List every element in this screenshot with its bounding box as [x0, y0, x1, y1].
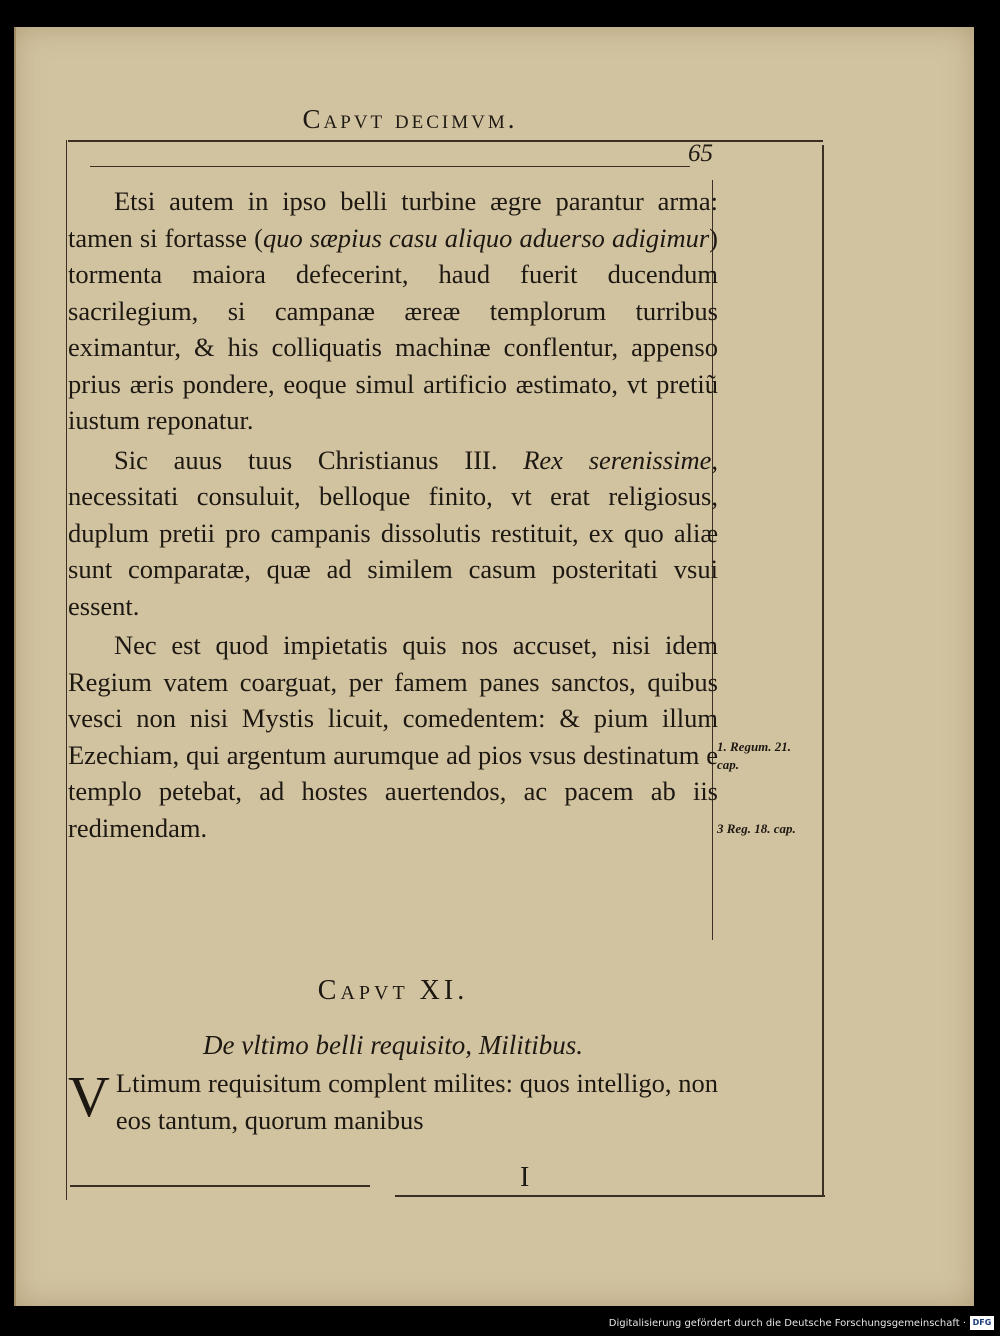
dfg-logo: DFG — [970, 1316, 994, 1330]
margin-note-1: 1. Regum. 21. cap. — [717, 739, 792, 772]
running-head: Capvt decimvm. — [302, 104, 518, 134]
paragraph-3: Nec est quod impietatis quis nos accuset, nisi idem Regium vatem coarguat, per famem panes sanctos, quibus vesci non nisi Mystis licuit, comedentem: & pium illum Ezechiam, qui argentum aurumque ad pios vsus destinatum e templo petebat, ad hostes auertendos, ac pacem ab iis redimendam. — [68, 630, 718, 843]
signature-mark: I — [520, 1162, 530, 1193]
page-edge — [14, 27, 16, 1306]
chapter-text: V Ltimum requisitum complent milites: quos intelligo, non eos tantum, quorum manibus — [68, 1064, 718, 1135]
footer-rule-right — [395, 1195, 825, 1197]
digitization-credit: Digitalisierung gefördert durch die Deutsche Forschungsgemeinschaft · — [608, 1318, 966, 1329]
margin-note-2: 3 Reg. 18. cap. — [717, 821, 796, 836]
page-number: 65 — [688, 140, 713, 167]
drop-cap: V — [68, 1064, 110, 1129]
paragraph-1: Etsi autem in ipso belli turbine ægre parantur arma: tamen si fortasse (quo sæpius casu aliquo aduerso adigimur) tormenta maiora defecerint, haud fuerit ducendum sacrilegium, si campanæ æreæ templorum turribus eximantur, & his colliquatis machinæ conflentur, appenso prius æris pondere, eoque simul artificio æstimato, vt pretiũ iustum reponatur. — [68, 186, 718, 435]
header-underline — [90, 166, 690, 167]
paragraph-2: Sic auus tuus Christianus III. Rex serenissime, necessitati consuluit, belloque finito, vt erat religiosus, duplum pretii pro campanis dissolutis restituit, ex quo aliæ sunt comparatæ, quæ ad similem casum posteritati vsui essent. — [68, 444, 718, 621]
left-frame-rule — [66, 140, 67, 1200]
footer-rule-left — [70, 1185, 370, 1187]
right-frame-rule — [822, 145, 824, 1197]
chapter-heading: Capvt XI. — [317, 975, 469, 1006]
chapter-subtitle: De vltimo belli requisito, Militibus. — [203, 1030, 583, 1060]
main-text — [68, 183, 718, 849]
